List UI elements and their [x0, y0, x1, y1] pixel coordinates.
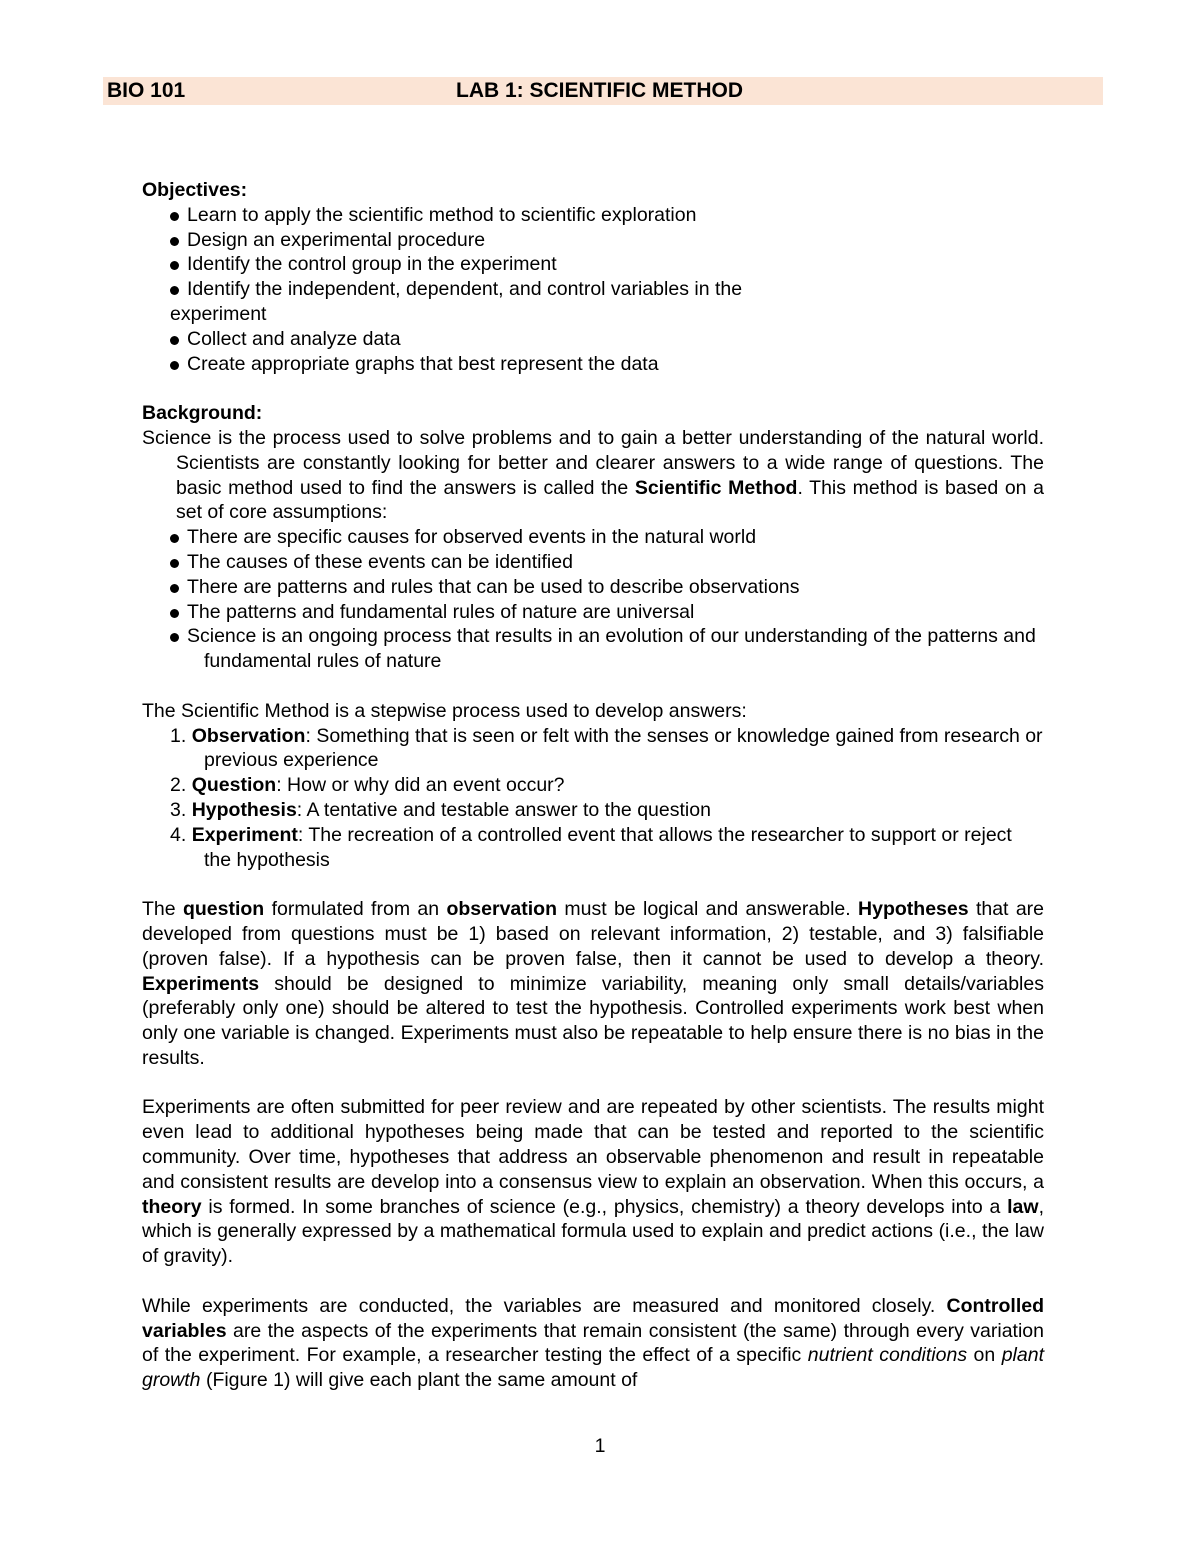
header-band	[103, 77, 1103, 105]
bullet-icon	[170, 212, 179, 221]
bullet-icon	[170, 286, 179, 295]
page-number: 1	[594, 1435, 606, 1457]
course-code: BIO 101	[107, 79, 186, 102]
list-item: There are patterns and rules that can be used to describe observations	[170, 575, 1044, 600]
list-item: Learn to apply the scientific method to scientific exploration	[170, 203, 1044, 228]
list-item: Identify the independent, dependent, and control variables in the experiment	[170, 277, 1044, 327]
page-content	[142, 178, 1044, 1393]
list-item: Collect and analyze data	[170, 327, 1044, 352]
list-item: Design an experimental procedure	[170, 228, 1044, 253]
bullet-icon	[170, 361, 179, 370]
bullet-icon	[170, 261, 179, 270]
bullet-icon	[170, 534, 179, 543]
list-item: The patterns and fundamental rules of nature are universal	[170, 600, 1044, 625]
list-item: 4. Experiment: The recreation of a controlled event that allows the researcher to support or reject the hypothesis	[170, 823, 1012, 871]
background-heading: Background:	[142, 402, 263, 425]
step-term: Observation	[191, 724, 306, 747]
objectives-list	[142, 203, 1044, 377]
bullet-icon	[170, 336, 179, 345]
list-item: There are specific causes for observed events in the natural world	[170, 525, 1044, 550]
paragraph-hypotheses: The question formulated from an observation must be logical and answerable. Hypotheses that are developed from questions must be 1) based on relevant information, 2) testable, and 3) falsifiable (proven false). If a hypothesis can be proven false, then it cannot be used to develop a theory. Experiments should be designed to minimize variability, meaning only small details/variables (preferably only one) should be altered to test the hypothesis. Controlled experiments work best when only one variable is changed. Experiments must also be repeatable to help ensure there is no bias in the results.	[142, 898, 1045, 1069]
list-item: Identify the control group in the experiment	[170, 252, 1044, 277]
list-item: 2. Question: How or why did an event occur?	[170, 774, 565, 797]
list-item: The causes of these events can be identified	[170, 550, 1044, 575]
list-item: 1. Observation: Something that is seen or felt with the senses or knowledge gained from research or previous experience	[170, 724, 1043, 772]
paragraph-variables: While experiments are conducted, the variables are measured and monitored closely. Controlled variables are the aspects of the experiments that remain consistent (the same) through every variation of the experiment. For example, a researcher testing the effect of a specific nutrient conditions on plant growth (Figure 1) will give each plant the same amount of	[142, 1294, 1044, 1392]
list-item: Science is an ongoing process that results in an evolution of our understanding of the patterns and fundamental rules of nature	[170, 624, 1044, 674]
step-term: Experiment	[191, 823, 298, 846]
bullet-icon	[170, 584, 179, 593]
list-item: Create appropriate graphs that best represent the data	[170, 352, 1044, 377]
term-scientific-method: Scientific Method	[634, 476, 798, 499]
bullet-icon	[170, 237, 179, 246]
bullet-icon	[170, 609, 179, 618]
background-intro: Science is the process used to solve problems and to gain a better understanding of the natural world. Scientists are constantly looking for better and clearer answers to a wide range of questions. The basic method used to find the answers is called the Scientific Method. This method is based on a set of core assumptions:	[142, 426, 1044, 524]
objectives-heading: Objectives:	[142, 179, 248, 201]
assumptions-list	[142, 525, 1044, 674]
list-item-continuation: experiment	[170, 302, 267, 325]
step-term: Hypothesis	[191, 798, 297, 821]
steps-intro: The Scientific Method is a stepwise process used to develop answers:	[142, 699, 747, 722]
bullet-icon	[170, 559, 179, 568]
paragraph-theory: Experiments are often submitted for peer review and are repeated by other scientists. The results might even lead to additional hypotheses being made that can be tested and reported to the scientific community. Over time, hypotheses that address an observable phenomenon and result in repeatable and consistent results are develop into a consensus view to explain an observation. When this occurs, a theory is formed. In some branches of science (e.g., physics, chemistry) a theory develops into a law, which is generally expressed by a mathematical formula used to explain and predict actions (i.e., the law of gravity).	[142, 1096, 1044, 1268]
list-item: 3. Hypothesis: A tentative and testable answer to the question	[170, 798, 711, 821]
bullet-icon	[170, 633, 179, 642]
lab-title: LAB 1: SCIENTIFIC METHOD	[456, 79, 743, 102]
step-term: Question	[191, 774, 277, 797]
steps-list	[142, 724, 1044, 873]
